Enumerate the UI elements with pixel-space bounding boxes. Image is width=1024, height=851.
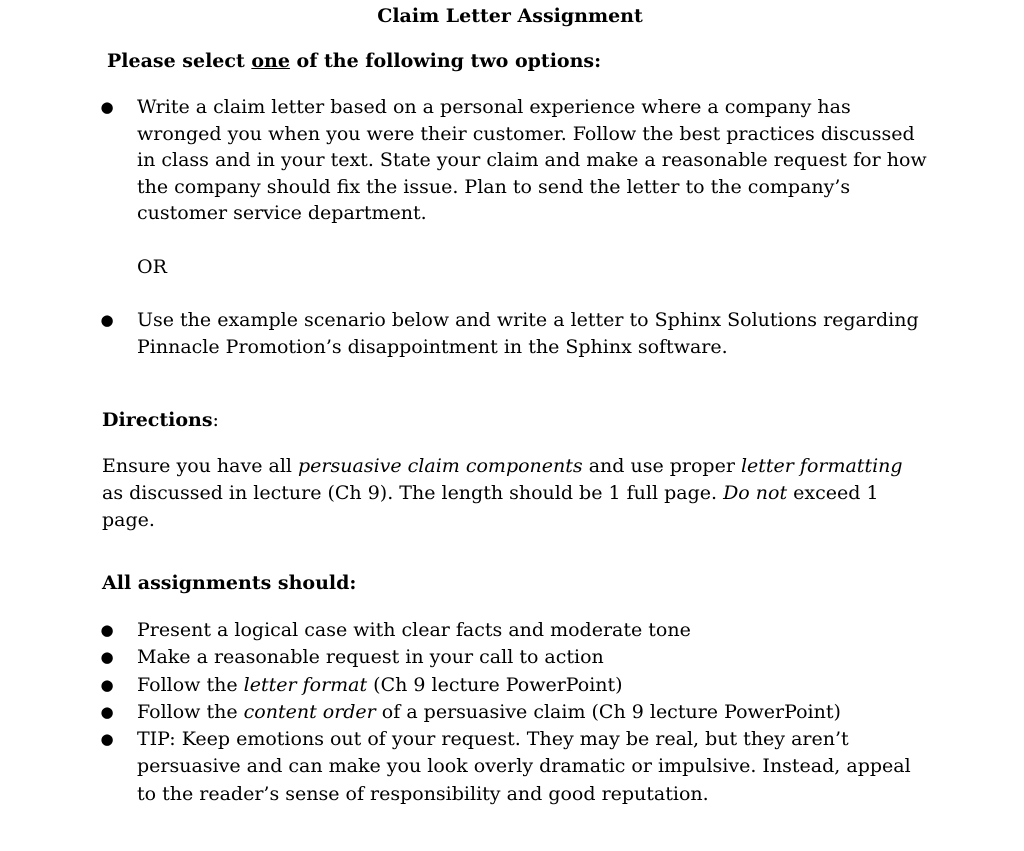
requirement-text: Follow the: [137, 673, 244, 696]
option-text-1: Write a claim letter based on a personal experience where a company has wronged you when you were their customer. Follow the best practices discussed in class and in your text. State your claim and make a reasonable request for how the company should fix the issue. Plan to send the letter to the company’s customer service department.: [137, 96, 927, 224]
requirement-emphasis: letter format: [243, 673, 368, 696]
bullet-icon: ●: [100, 98, 114, 116]
directions-emphasis: letter formatting: [740, 455, 903, 477]
directions-colon: :: [212, 409, 219, 431]
requirement-text: (Ch 9 lecture PowerPoint): [367, 673, 623, 696]
directions-emphasis: persuasive claim components: [298, 455, 583, 477]
select-options-heading: [107, 48, 601, 74]
bullet-icon: ●: [100, 702, 114, 721]
requirement-text: Follow the: [137, 700, 244, 723]
requirements-list: [100, 617, 930, 808]
select-heading-underlined: one: [251, 50, 290, 72]
directions-segment: exceed 1 page.: [102, 482, 879, 531]
select-heading-before: Please select: [107, 50, 252, 72]
option-item-1: [100, 94, 930, 227]
requirements-heading: All assignments should:: [102, 572, 357, 594]
requirement-item-1: [100, 617, 930, 644]
bullet-icon: ●: [100, 730, 114, 749]
option-text-2: Use the example scenario below and write a letter to Sphinx Solutions regarding Pinnacle Promotion’s disappointment in the Sphinx software.: [137, 309, 919, 358]
document-title: Claim Letter Assignment: [377, 5, 643, 27]
bullet-icon: ●: [100, 648, 114, 667]
directions-heading: [102, 407, 219, 433]
requirement-item-5: [100, 726, 930, 808]
directions-segment: and use proper: [582, 455, 741, 477]
requirement-emphasis: content order: [243, 700, 376, 723]
requirement-text: TIP: Keep emotions out of your request. They may be real, but they aren’t persuasive and can make you look overly dramatic or impulsive. Instead, appeal to the reader’s sense of responsibility and good reputation.: [137, 728, 911, 805]
directions-text: [102, 453, 922, 534]
requirement-text: of a persuasive claim (Ch 9 lecture PowerPoint): [375, 700, 841, 723]
directions-label: Directions: [102, 409, 213, 431]
bullet-icon: ●: [100, 675, 114, 694]
requirement-item-3: [100, 672, 930, 699]
or-label: OR: [137, 255, 167, 278]
directions-segment: Ensure you have all: [102, 455, 299, 477]
requirement-text: Make a reasonable request in your call to action: [137, 646, 604, 669]
requirement-text: Present a logical case with clear facts and moderate tone: [137, 619, 691, 641]
directions-segment: as discussed in lecture (Ch 9). The length should be 1 full page.: [102, 482, 724, 504]
directions-emphasis: Do not: [723, 482, 788, 504]
options-list: [100, 94, 930, 360]
select-heading-after: of the following two options:: [289, 50, 602, 72]
requirement-item-2: [100, 644, 930, 671]
requirement-item-4: [100, 699, 930, 726]
bullet-icon: ●: [100, 311, 114, 329]
option-item-2: [100, 307, 930, 360]
bullet-icon: ●: [100, 621, 114, 639]
